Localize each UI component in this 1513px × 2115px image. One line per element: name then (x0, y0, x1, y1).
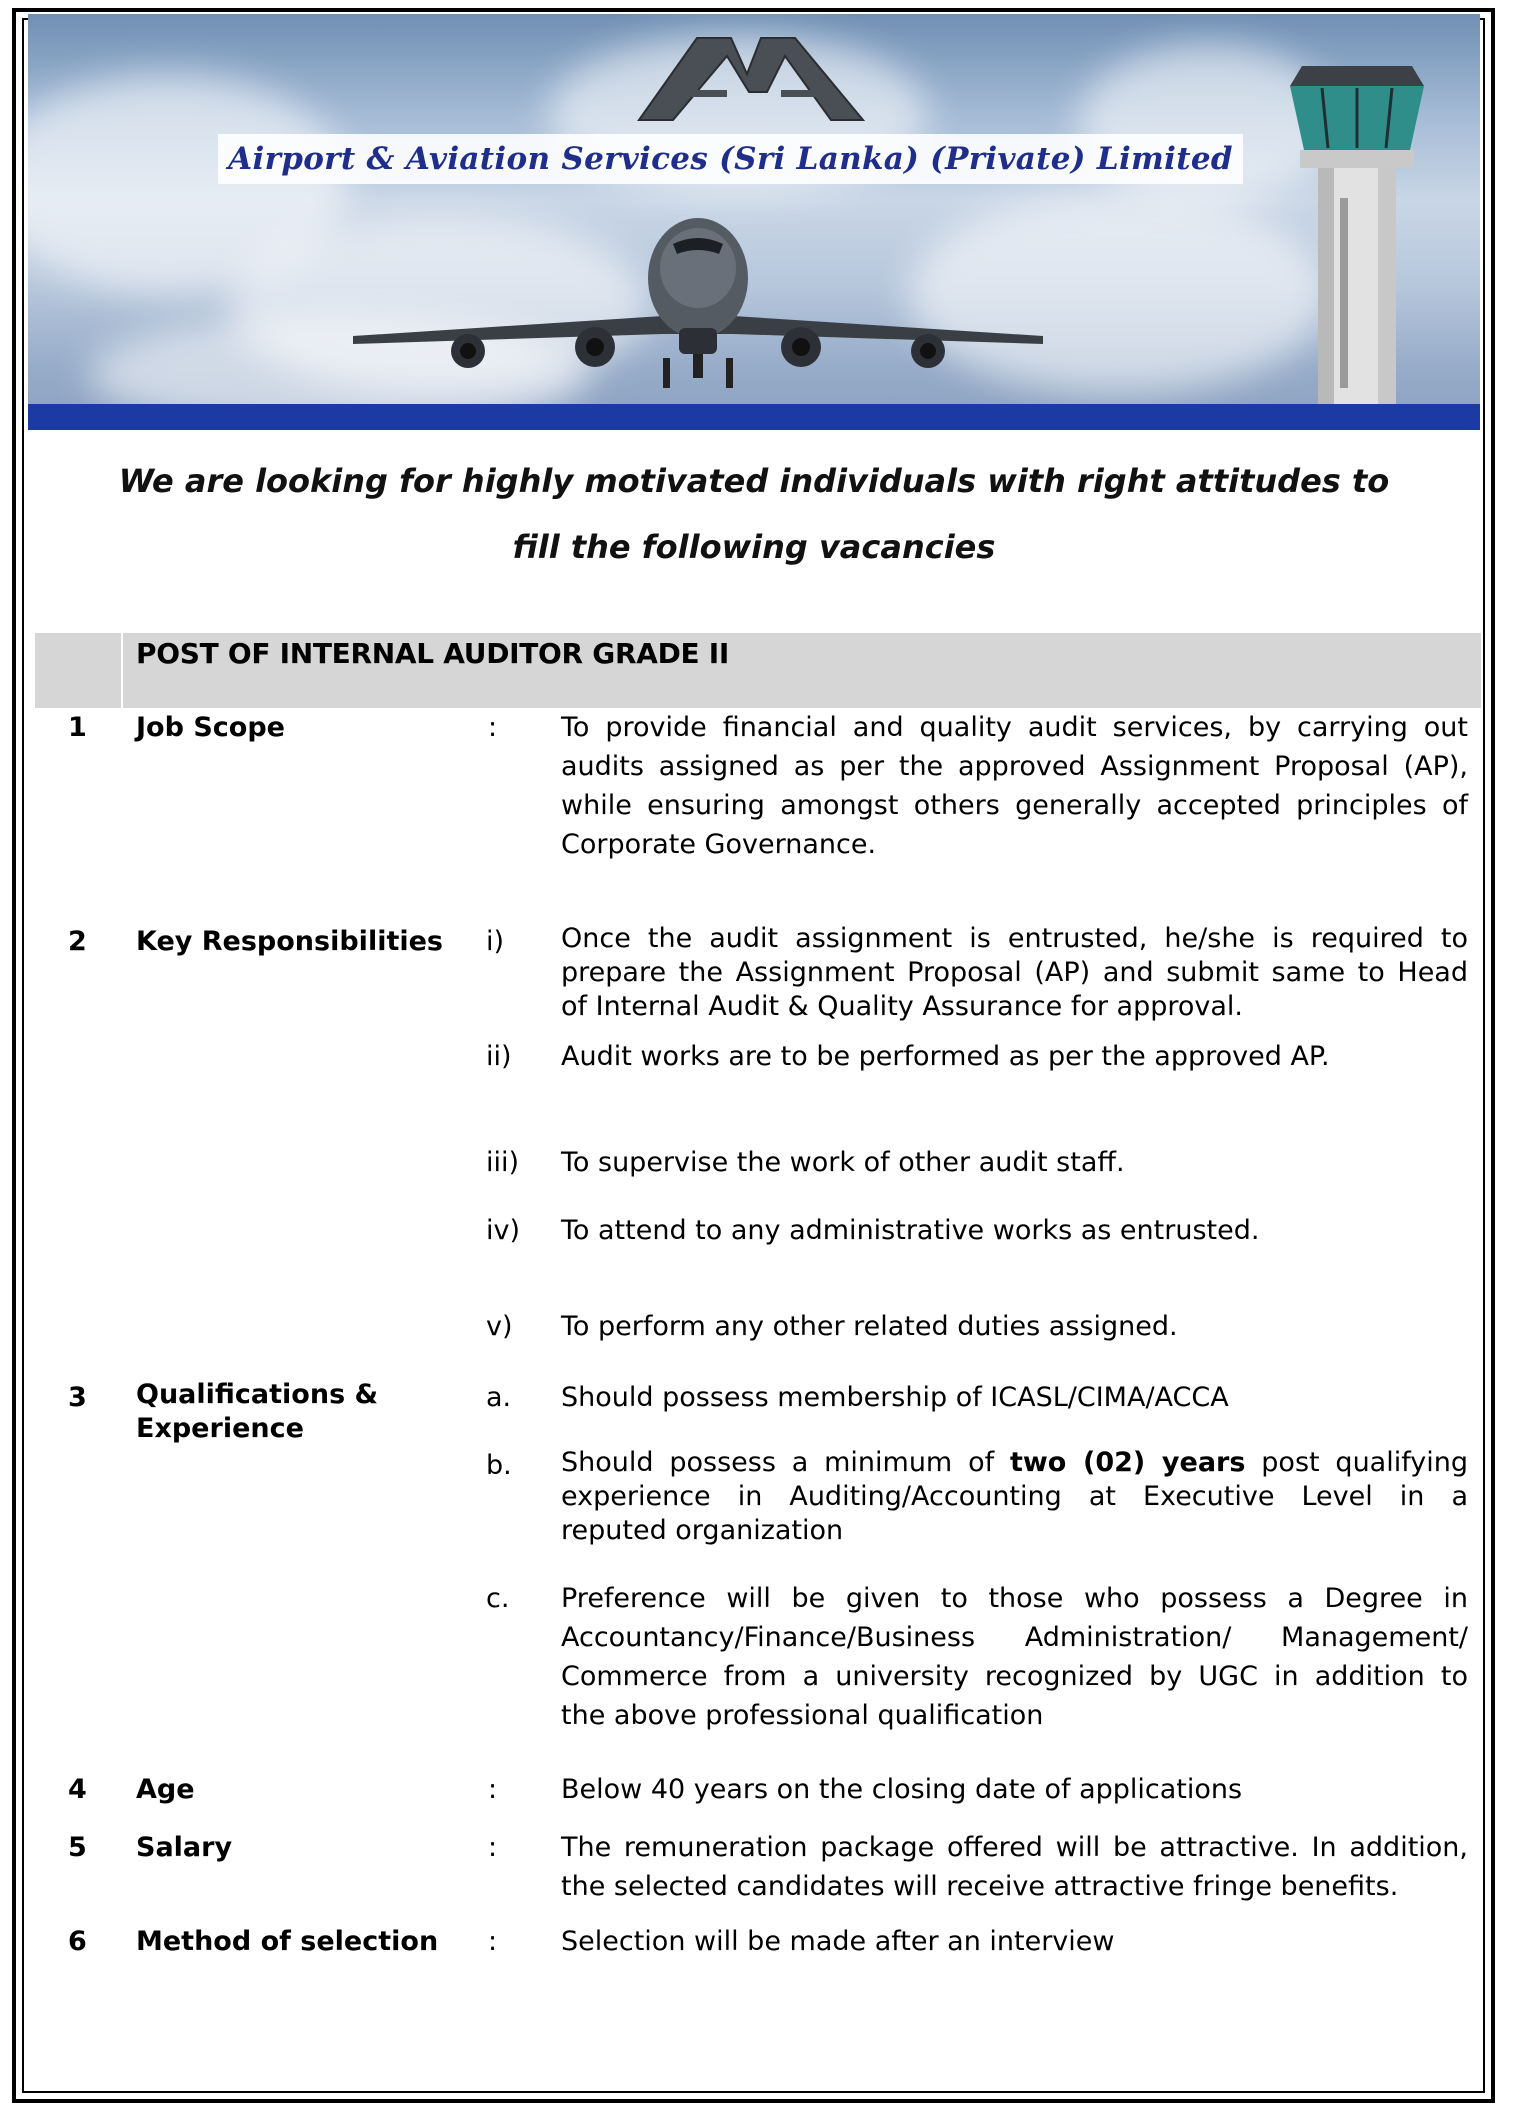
tagline-line-2: fill the following vacancies (512, 528, 996, 566)
tagline-line-1: We are looking for highly motivated individuals with right attitudes to (118, 462, 1390, 500)
salary-text: The remuneration package offered will be attractive. In addition, the selected candidates will receive attractive fringe benefits. (561, 1832, 1468, 1902)
list-item: Should possess membership of ICASL/CIMA/ACCA (561, 1382, 1229, 1413)
section-label-salary: Salary (136, 1832, 233, 1863)
section-number: 2 (68, 926, 87, 957)
section-number: 5 (68, 1832, 87, 1863)
section-number: 4 (68, 1774, 87, 1805)
section-label-key-responsibilities: Key Responsibilities (136, 926, 443, 957)
banner-blue-band (28, 404, 1480, 430)
section-label-method-of-selection: Method of selection (136, 1926, 439, 1957)
list-marker: iii) (486, 1147, 520, 1178)
section-colon: : (488, 1832, 498, 1863)
list-item: Audit works are to be performed as per the approved AP. (561, 1041, 1330, 1072)
section-number: 6 (68, 1926, 87, 1957)
job-scope-text: To provide financial and quality audit services, by carrying out audits assigned as per the approved Assignment Proposal (AP), while ensuring amongst others generally accepted principles of Corporate Governance. (561, 712, 1468, 860)
section-label-qualifications: Qualifications & Experience (136, 1379, 379, 1444)
list-item: Preference will be given to those who possess a Degree in Accountancy/Finance/Business Administration/ Management/ Commerce from a university recognized by UGC in addition to the above professional qualification (561, 1583, 1468, 1731)
list-marker: b. (486, 1450, 512, 1481)
list-item: To perform any other related duties assigned. (561, 1311, 1178, 1342)
control-tower-icon (1282, 58, 1432, 404)
list-marker: c. (486, 1583, 510, 1614)
post-title: POST OF INTERNAL AUDITOR GRADE II (136, 637, 730, 670)
list-marker: iv) (486, 1215, 521, 1246)
list-item: To attend to any administrative works as entrusted. (561, 1215, 1260, 1246)
list-marker: ii) (486, 1041, 512, 1072)
section-label-job-scope: Job Scope (136, 712, 285, 743)
age-text: Below 40 years on the closing date of applications (561, 1774, 1243, 1805)
section-label-age: Age (136, 1774, 195, 1805)
section-colon: : (488, 712, 498, 743)
company-name: Airport & Aviation Services (Sri Lanka) (Private) Limited (228, 141, 1233, 177)
section-colon: : (488, 1774, 498, 1805)
method-of-selection-text: Selection will be made after an interview (561, 1926, 1115, 1957)
list-marker: i) (486, 926, 505, 957)
section-colon: : (488, 1926, 498, 1957)
company-logo-icon (635, 34, 875, 126)
list-item: Once the audit assignment is entrusted, he/she is required to prepare the Assignment Proposal (AP) and submit same to Head of Internal Audit & Quality Assurance for approval. (561, 923, 1468, 1022)
list-item: Should possess a minimum of two (02) years post qualifying experience in Auditing/Accounting at Executive Level in a reputed organization (561, 1447, 1468, 1546)
list-marker: v) (486, 1311, 513, 1342)
section-number: 3 (68, 1382, 87, 1413)
list-item: To supervise the work of other audit staff. (561, 1147, 1125, 1178)
airplane-icon (333, 208, 1063, 394)
list-marker: a. (486, 1382, 512, 1413)
section-number: 1 (68, 712, 87, 743)
